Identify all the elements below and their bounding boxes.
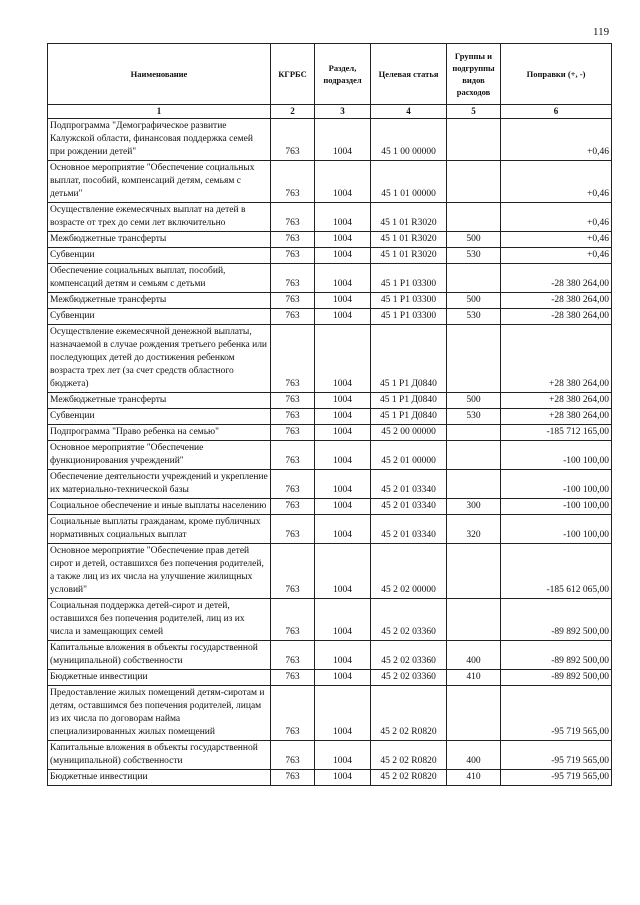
- row-section: 1004: [315, 309, 371, 325]
- row-group: 530: [447, 409, 501, 425]
- row-kgrbs: 763: [271, 770, 315, 786]
- row-target: 45 2 01 03340: [371, 470, 447, 499]
- row-group: 500: [447, 393, 501, 409]
- row-kgrbs: 763: [271, 599, 315, 641]
- row-target: 45 2 02 R0820: [371, 741, 447, 770]
- row-kgrbs: 763: [271, 293, 315, 309]
- row-target: 45 1 P1 Д0840: [371, 393, 447, 409]
- row-kgrbs: 763: [271, 544, 315, 599]
- row-section: 1004: [315, 599, 371, 641]
- row-amount: -89 892 500,00: [501, 599, 612, 641]
- row-target: 45 1 01 R3020: [371, 248, 447, 264]
- row-group: [447, 161, 501, 203]
- row-group: 400: [447, 641, 501, 670]
- header-amendments: Поправки (+, -): [501, 44, 612, 105]
- row-section: 1004: [315, 161, 371, 203]
- row-name: Субвенции: [48, 409, 271, 425]
- row-kgrbs: 763: [271, 409, 315, 425]
- row-target: 45 2 02 03360: [371, 641, 447, 670]
- header-name: Наименование: [48, 44, 271, 105]
- row-section: 1004: [315, 544, 371, 599]
- header-section: Раздел, подраздел: [315, 44, 371, 105]
- row-kgrbs: 763: [271, 119, 315, 161]
- row-group: [447, 470, 501, 499]
- table-row: [48, 409, 612, 425]
- row-kgrbs: 763: [271, 393, 315, 409]
- row-kgrbs: 763: [271, 441, 315, 470]
- row-amount: +28 380 264,00: [501, 393, 612, 409]
- row-section: 1004: [315, 409, 371, 425]
- row-group: 500: [447, 293, 501, 309]
- row-section: 1004: [315, 393, 371, 409]
- row-target: 45 2 02 03360: [371, 599, 447, 641]
- row-amount: -89 892 500,00: [501, 670, 612, 686]
- row-amount: -89 892 500,00: [501, 641, 612, 670]
- column-number: 3: [315, 105, 371, 119]
- column-number: 4: [371, 105, 447, 119]
- table-row: [48, 599, 612, 641]
- row-kgrbs: 763: [271, 309, 315, 325]
- row-section: 1004: [315, 741, 371, 770]
- table-row: [48, 232, 612, 248]
- table-header-row: [48, 44, 612, 105]
- row-kgrbs: 763: [271, 686, 315, 741]
- row-target: 45 1 P1 Д0840: [371, 409, 447, 425]
- row-name: Основное мероприятие "Обеспечение прав детей сирот и детей, оставшихся без попечения родителей, а также лиц из их числа на улучшение жилищных условий": [48, 544, 271, 599]
- header-kgrbs: КГРБС: [271, 44, 315, 105]
- row-amount: +28 380 264,00: [501, 409, 612, 425]
- table-row: [48, 544, 612, 599]
- row-amount: -28 380 264,00: [501, 309, 612, 325]
- row-target: 45 1 P1 Д0840: [371, 325, 447, 393]
- row-kgrbs: 763: [271, 264, 315, 293]
- table-row: [48, 770, 612, 786]
- row-amount: -95 719 565,00: [501, 770, 612, 786]
- row-section: 1004: [315, 641, 371, 670]
- row-section: 1004: [315, 325, 371, 393]
- row-target: 45 2 01 00000: [371, 441, 447, 470]
- row-target: 45 2 02 03360: [371, 670, 447, 686]
- row-section: 1004: [315, 232, 371, 248]
- row-section: 1004: [315, 670, 371, 686]
- row-group: [447, 264, 501, 293]
- row-kgrbs: 763: [271, 741, 315, 770]
- row-section: 1004: [315, 499, 371, 515]
- row-kgrbs: 763: [271, 161, 315, 203]
- row-target: 45 2 02 R0820: [371, 770, 447, 786]
- table-row: [48, 325, 612, 393]
- row-section: 1004: [315, 770, 371, 786]
- row-amount: +0,46: [501, 248, 612, 264]
- row-group: 320: [447, 515, 501, 544]
- row-section: 1004: [315, 203, 371, 232]
- row-target: 45 1 01 00000: [371, 161, 447, 203]
- row-name: Субвенции: [48, 309, 271, 325]
- table-row: [48, 441, 612, 470]
- row-group: [447, 425, 501, 441]
- row-group: 500: [447, 232, 501, 248]
- row-name: Подпрограмма "Право ребенка на семью": [48, 425, 271, 441]
- row-name: Субвенции: [48, 248, 271, 264]
- row-group: 410: [447, 670, 501, 686]
- row-kgrbs: 763: [271, 425, 315, 441]
- row-target: 45 2 00 00000: [371, 425, 447, 441]
- row-target: 45 1 00 00000: [371, 119, 447, 161]
- row-name: Межбюджетные трансферты: [48, 393, 271, 409]
- row-name: Подпрограмма "Демографическое развитие Калужской области, финансовая поддержка семей при рождении детей": [48, 119, 271, 161]
- column-number: 2: [271, 105, 315, 119]
- column-number-row: [48, 105, 612, 119]
- row-group: [447, 325, 501, 393]
- row-name: Социальные выплаты гражданам, кроме публичных нормативных социальных выплат: [48, 515, 271, 544]
- row-amount: -185 612 065,00: [501, 544, 612, 599]
- row-amount: -100 100,00: [501, 499, 612, 515]
- table-row: [48, 425, 612, 441]
- table-row: [48, 161, 612, 203]
- table-row: [48, 499, 612, 515]
- table-row: [48, 393, 612, 409]
- row-amount: +0,46: [501, 161, 612, 203]
- row-target: 45 1 01 R3020: [371, 232, 447, 248]
- column-number: 5: [447, 105, 501, 119]
- row-name: Основное мероприятие "Обеспечение социальных выплат, пособий, компенсаций детям, семьям с детьми": [48, 161, 271, 203]
- row-amount: -100 100,00: [501, 441, 612, 470]
- budget-amendments-table: [47, 43, 612, 786]
- row-group: [447, 203, 501, 232]
- row-target: 45 1 01 R3020: [371, 203, 447, 232]
- row-group: 410: [447, 770, 501, 786]
- row-kgrbs: 763: [271, 203, 315, 232]
- row-name: Социальная поддержка детей-сирот и детей, оставшихся без попечения родителей, лиц из их числа и замещающих семей: [48, 599, 271, 641]
- row-name: Обеспечение деятельности учреждений и укрепление их материально-технической базы: [48, 470, 271, 499]
- row-name: Капитальные вложения в объекты государственной (муниципальной) собственности: [48, 641, 271, 670]
- row-target: 45 1 P1 03300: [371, 309, 447, 325]
- table-row: [48, 203, 612, 232]
- row-amount: +0,46: [501, 232, 612, 248]
- row-name: Бюджетные инвестиции: [48, 770, 271, 786]
- row-name: Осуществление ежемесячных выплат на детей в возрасте от трех до семи лет включительно: [48, 203, 271, 232]
- table-row: [48, 670, 612, 686]
- row-section: 1004: [315, 441, 371, 470]
- row-target: 45 2 02 R0820: [371, 686, 447, 741]
- table-row: [48, 119, 612, 161]
- row-kgrbs: 763: [271, 499, 315, 515]
- column-number: 1: [48, 105, 271, 119]
- row-kgrbs: 763: [271, 232, 315, 248]
- table-row: [48, 293, 612, 309]
- row-section: 1004: [315, 686, 371, 741]
- row-section: 1004: [315, 470, 371, 499]
- row-target: 45 2 02 00000: [371, 544, 447, 599]
- row-amount: -28 380 264,00: [501, 264, 612, 293]
- row-name: Осуществление ежемесячной денежной выплаты, назначаемой в случае рождения третьего ребенка или последующих детей до достижения ребенком возраста трех лет (за счет средств областного бюджета): [48, 325, 271, 393]
- row-group: [447, 544, 501, 599]
- row-group: 400: [447, 741, 501, 770]
- header-target: Целевая статья: [371, 44, 447, 105]
- row-group: [447, 599, 501, 641]
- row-amount: -95 719 565,00: [501, 686, 612, 741]
- row-section: 1004: [315, 264, 371, 293]
- row-group: [447, 119, 501, 161]
- header-groups: Группы и подгруппы видов расходов: [447, 44, 501, 105]
- row-group: [447, 441, 501, 470]
- row-section: 1004: [315, 119, 371, 161]
- table-row: [48, 515, 612, 544]
- row-section: 1004: [315, 293, 371, 309]
- row-target: 45 1 P1 03300: [371, 293, 447, 309]
- table-row: [48, 741, 612, 770]
- row-name: Бюджетные инвестиции: [48, 670, 271, 686]
- row-amount: +28 380 264,00: [501, 325, 612, 393]
- row-amount: -100 100,00: [501, 515, 612, 544]
- row-kgrbs: 763: [271, 470, 315, 499]
- table-row: [48, 309, 612, 325]
- row-target: 45 1 P1 03300: [371, 264, 447, 293]
- table-row: [48, 686, 612, 741]
- row-section: 1004: [315, 425, 371, 441]
- table-body: [48, 119, 612, 786]
- row-section: 1004: [315, 515, 371, 544]
- row-amount: -100 100,00: [501, 470, 612, 499]
- row-amount: +0,46: [501, 203, 612, 232]
- table-row: [48, 264, 612, 293]
- row-kgrbs: 763: [271, 670, 315, 686]
- row-section: 1004: [315, 248, 371, 264]
- row-name: Обеспечение социальных выплат, пособий, компенсаций детям и семьям с детьми: [48, 264, 271, 293]
- row-group: 300: [447, 499, 501, 515]
- row-kgrbs: 763: [271, 248, 315, 264]
- row-kgrbs: 763: [271, 641, 315, 670]
- row-group: 530: [447, 248, 501, 264]
- row-amount: -28 380 264,00: [501, 293, 612, 309]
- row-name: Социальное обеспечение и иные выплаты населению: [48, 499, 271, 515]
- row-name: Межбюджетные трансферты: [48, 293, 271, 309]
- table-row: [48, 641, 612, 670]
- row-name: Капитальные вложения в объекты государственной (муниципальной) собственности: [48, 741, 271, 770]
- table-row: [48, 248, 612, 264]
- row-amount: +0,46: [501, 119, 612, 161]
- row-kgrbs: 763: [271, 515, 315, 544]
- page-number: 119: [593, 26, 610, 38]
- table-row: [48, 470, 612, 499]
- column-number: 6: [501, 105, 612, 119]
- row-group: 530: [447, 309, 501, 325]
- row-target: 45 2 01 03340: [371, 499, 447, 515]
- row-group: [447, 686, 501, 741]
- row-name: Предоставление жилых помещений детям-сиротам и детям, оставшимся без попечения родителей, лицам из их числа по договорам найма специализированных жилых помещений: [48, 686, 271, 741]
- row-kgrbs: 763: [271, 325, 315, 393]
- row-name: Межбюджетные трансферты: [48, 232, 271, 248]
- row-amount: -95 719 565,00: [501, 741, 612, 770]
- row-amount: -185 712 165,00: [501, 425, 612, 441]
- row-target: 45 2 01 03340: [371, 515, 447, 544]
- row-name: Основное мероприятие "Обеспечение функционирования учреждений": [48, 441, 271, 470]
